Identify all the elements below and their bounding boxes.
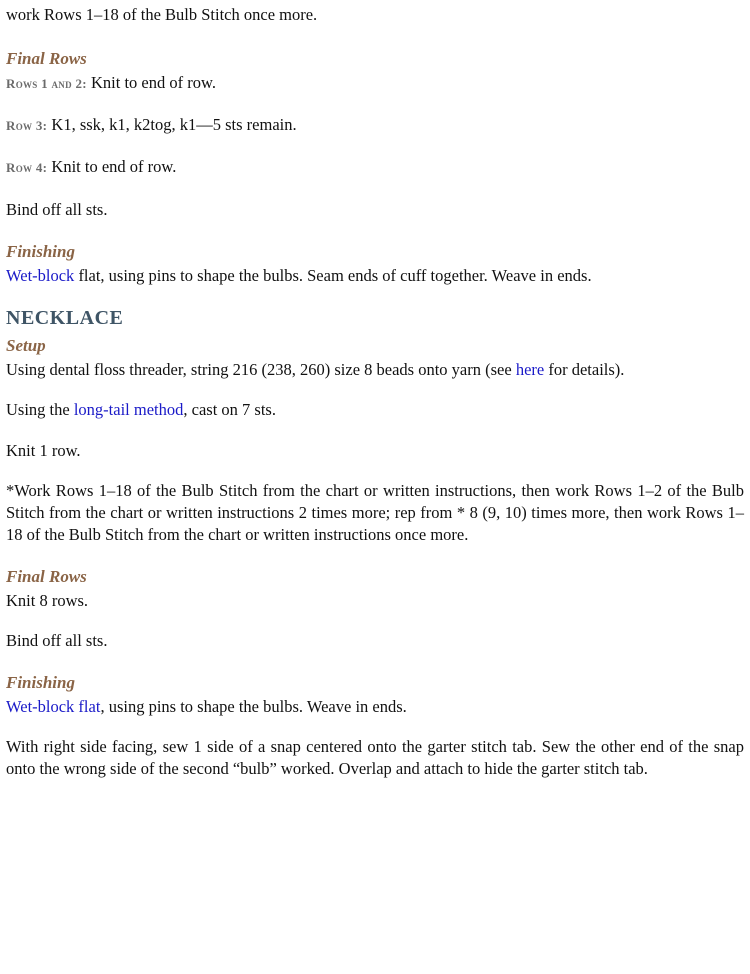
row-label: Row 4:: [6, 160, 48, 175]
cuff-finishing-text: [6, 265, 744, 287]
necklace-bind-off: Bind off all sts.: [6, 631, 108, 650]
cuff-finishing-heading: Finishing: [6, 242, 75, 261]
wet-block-flat-link[interactable]: Wet-block flat: [6, 697, 101, 716]
cuff-row-3: [6, 114, 744, 137]
cast-on-before: Using the: [6, 400, 74, 419]
necklace-finishing-heading: Finishing: [6, 673, 75, 692]
setup-text-before: Using dental floss threader, string 216 (238, 260) size 8 beads onto yarn (see: [6, 360, 516, 379]
necklace-final-rows-heading: Final Rows: [6, 567, 87, 586]
setup-text-after: for details).: [544, 360, 625, 379]
row-instruction: Knit to end of row.: [86, 73, 216, 92]
necklace-snap-instructions: With right side facing, sew 1 side of a snap centered onto the garter stitch tab. Sew the other end of the snap onto the wrong side of the second “bulb” worked. Overlap and attach to hide the garter stitch tab.: [6, 737, 744, 778]
necklace-heading: NECKLACE: [6, 307, 124, 329]
row-instruction: K1, ssk, k1, k2tog, k1—5 sts remain.: [47, 115, 297, 134]
here-link[interactable]: here: [515, 360, 545, 379]
cuff-row-4: [6, 156, 744, 179]
bulb-once-more-text: work Rows 1–18 of the Bulb Stitch once more.: [6, 5, 318, 24]
row-instruction: Knit to end of row.: [47, 157, 177, 176]
necklace-setup-heading: Setup: [6, 336, 46, 355]
cast-on-after: , cast on 7 sts.: [183, 400, 276, 419]
necklace-repeat-instructions: *Work Rows 1–18 of the Bulb Stitch from the chart or written instructions, then work Rows 1–2 of the Bulb Stitch from the chart or written instructions 2 times more; rep from * 8 (9, 10) times more, then work Rows 1–18 of the Bulb Stitch from the chart or written instructions once more.: [6, 481, 744, 544]
necklace-finishing-text: [6, 696, 744, 718]
row-label: Rows 1 and 2:: [6, 76, 87, 91]
cuff-row-1-2: [6, 72, 744, 95]
wet-block-link[interactable]: Wet-block: [6, 266, 75, 285]
row-label: Row 3:: [6, 118, 48, 133]
necklace-setup-text: [6, 359, 744, 381]
cuff-bind-off: Bind off all sts.: [6, 200, 108, 219]
long-tail-method-link[interactable]: long-tail method: [73, 400, 184, 419]
document-page: [0, 4, 750, 780]
necklace-knit-1-row: Knit 1 row.: [6, 441, 81, 460]
finishing-instruction: flat, using pins to shape the bulbs. Seam ends of cuff together. Weave in ends.: [74, 266, 592, 285]
necklace-knit-8-rows: Knit 8 rows.: [6, 591, 89, 610]
necklace-cast-on: [6, 399, 744, 421]
finishing-instruction: , using pins to shape the bulbs. Weave in ends.: [100, 697, 407, 716]
cuff-final-rows-heading: Final Rows: [6, 49, 87, 68]
